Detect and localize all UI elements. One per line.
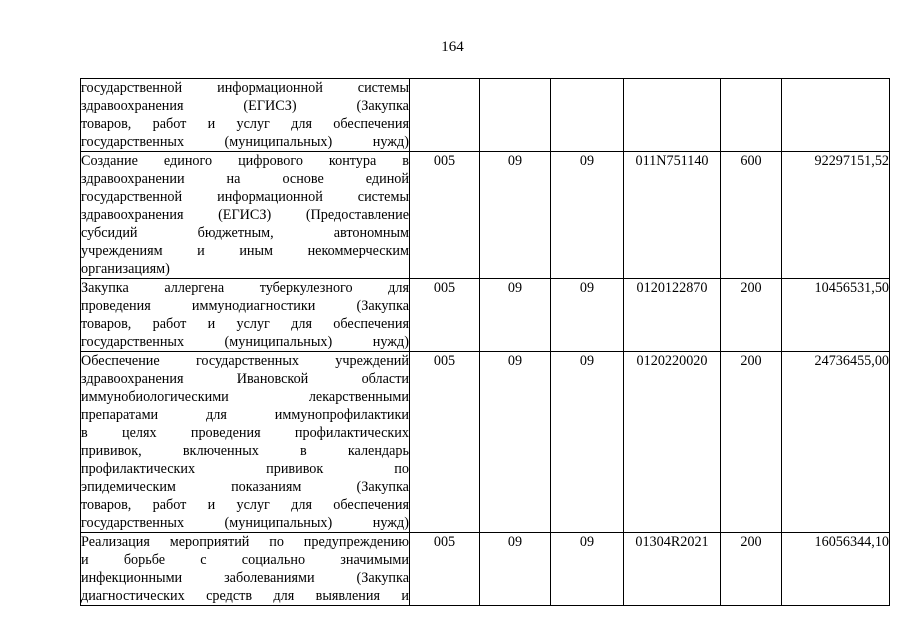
expense-type-cell: 200 (721, 533, 782, 606)
amount-cell (782, 79, 890, 152)
section-code-cell: 09 (480, 152, 551, 279)
subsection-code-cell: 09 (551, 352, 624, 533)
subsection-code-cell (551, 79, 624, 152)
expense-type-cell: 200 (721, 352, 782, 533)
description-line: здравоохранения Ивановской области (81, 371, 409, 387)
description-line: организациям) (81, 261, 170, 277)
description-line: здравоохранении на основе единой (81, 171, 409, 187)
description-line: товаров, работ и услуг для обеспечения (81, 316, 409, 332)
table-row (81, 79, 890, 152)
description-line: прививок, включенных в календарь (81, 443, 409, 459)
expense-type-cell (721, 79, 782, 152)
table-row (81, 152, 890, 279)
admin-code-cell (410, 79, 480, 152)
subsection-code-cell: 09 (551, 152, 624, 279)
page-number: 164 (441, 39, 464, 55)
description-line: здравоохранения (ЕГИСЗ) (Предоставление (81, 207, 409, 223)
amount-cell: 10456531,50 (782, 279, 890, 352)
description-line: профилактических прививок по (81, 461, 409, 477)
description-line: здравоохранения (ЕГИСЗ) (Закупка (81, 98, 409, 114)
table-row (81, 352, 890, 533)
target-code-cell: 0120122870 (624, 279, 721, 352)
target-code-cell: 01304R2021 (624, 533, 721, 606)
description-line: Закупка аллергена туберкулезного для (81, 280, 409, 296)
section-code-cell: 09 (480, 279, 551, 352)
section-code-cell: 09 (480, 533, 551, 606)
description-line: учреждениям и иным некоммерческим (81, 243, 409, 259)
admin-code-cell: 005 (410, 533, 480, 606)
description-line: Создание единого цифрового контура в (81, 153, 409, 169)
description-cell (81, 79, 410, 152)
description-line: и борьбе с социально значимыми (81, 552, 409, 568)
description-line: товаров, работ и услуг для обеспечения (81, 497, 409, 513)
description-cell (81, 533, 410, 606)
amount-cell: 16056344,10 (782, 533, 890, 606)
admin-code-cell: 005 (410, 279, 480, 352)
description-line: государственной информационной системы (81, 189, 409, 205)
target-code-cell: 011N751140 (624, 152, 721, 279)
section-code-cell: 09 (480, 352, 551, 533)
description-cell (81, 279, 410, 352)
description-line: Реализация мероприятий по предупреждению (81, 534, 409, 550)
target-code-cell (624, 79, 721, 152)
description-line: эпидемическим показаниям (Закупка (81, 479, 409, 495)
amount-cell: 24736455,00 (782, 352, 890, 533)
description-line: проведения иммунодиагностики (Закупка (81, 298, 409, 314)
description-line: иммунобиологическими лекарственными (81, 389, 409, 405)
amount-cell: 92297151,52 (782, 152, 890, 279)
description-line: государственных (муниципальных) нужд) (81, 134, 409, 150)
description-line: государственных (муниципальных) нужд) (81, 515, 409, 531)
description-line: государственных (муниципальных) нужд) (81, 334, 409, 350)
description-line: субсидий бюджетным, автономным (81, 225, 409, 241)
expense-type-cell: 200 (721, 279, 782, 352)
description-line: товаров, работ и услуг для обеспечения (81, 116, 409, 132)
description-line: инфекционными заболеваниями (Закупка (81, 570, 409, 586)
subsection-code-cell: 09 (551, 279, 624, 352)
table-row (81, 533, 890, 606)
target-code-cell: 0120220020 (624, 352, 721, 533)
expense-type-cell: 600 (721, 152, 782, 279)
description-cell (81, 152, 410, 279)
subsection-code-cell: 09 (551, 533, 624, 606)
description-line: диагностических средств для выявления и (81, 588, 409, 604)
description-line: препаратами для иммунопрофилактики (81, 407, 409, 423)
description-line: в целях проведения профилактических (81, 425, 409, 441)
description-line: государственной информационной системы (81, 80, 409, 96)
section-code-cell (480, 79, 551, 152)
budget-table (80, 78, 890, 606)
description-cell (81, 352, 410, 533)
table-row (81, 279, 890, 352)
admin-code-cell: 005 (410, 352, 480, 533)
admin-code-cell: 005 (410, 152, 480, 279)
description-line: Обеспечение государственных учреждений (81, 353, 409, 369)
